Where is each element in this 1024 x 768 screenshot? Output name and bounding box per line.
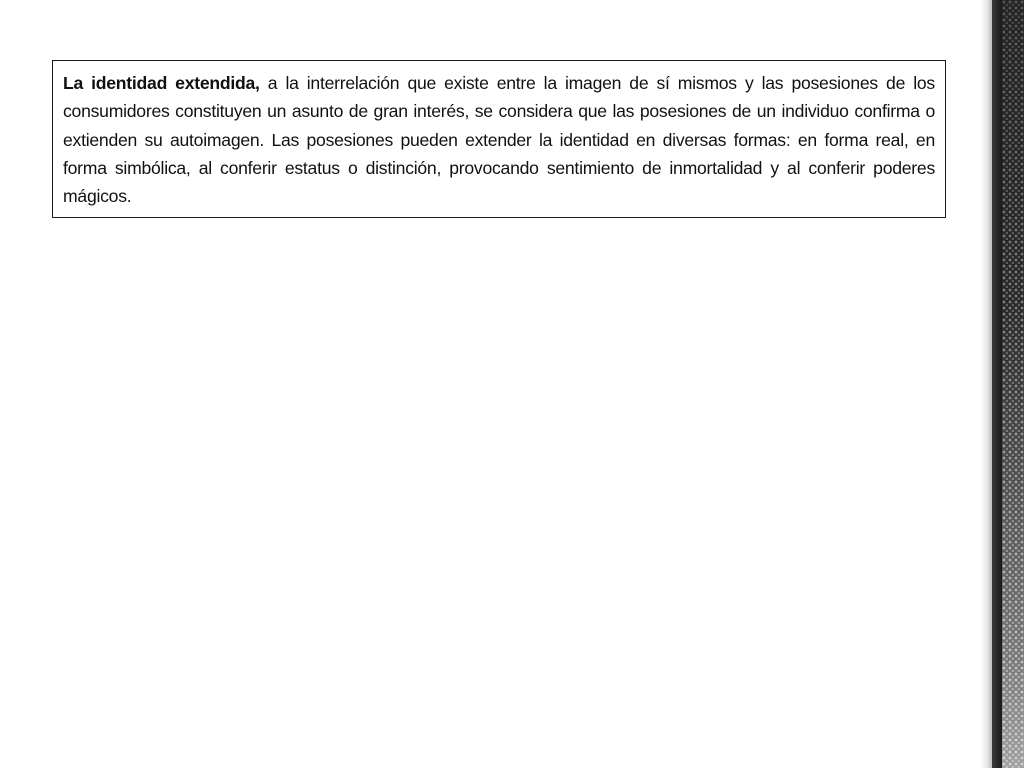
definition-body: a la interrelación que existe entre la imagen de sí mismos y las posesiones de los consumidores constituyen un asunto de gran interés, se considera que las posesiones de un individuo confirma o extienden su autoimagen. Las posesiones pueden extender la identidad en diversas formas: en forma real, en forma simbólica, al conferir estatus o distinción, provocando sentimiento de inmortalidad y al conferir poderes mágicos. (63, 73, 935, 207)
border-fade (1002, 0, 1024, 768)
definition-term: La identidad extendida, (63, 73, 260, 93)
decorative-right-border (980, 0, 1024, 768)
definition-text-box (52, 60, 946, 218)
border-dark-strip (992, 0, 1002, 768)
